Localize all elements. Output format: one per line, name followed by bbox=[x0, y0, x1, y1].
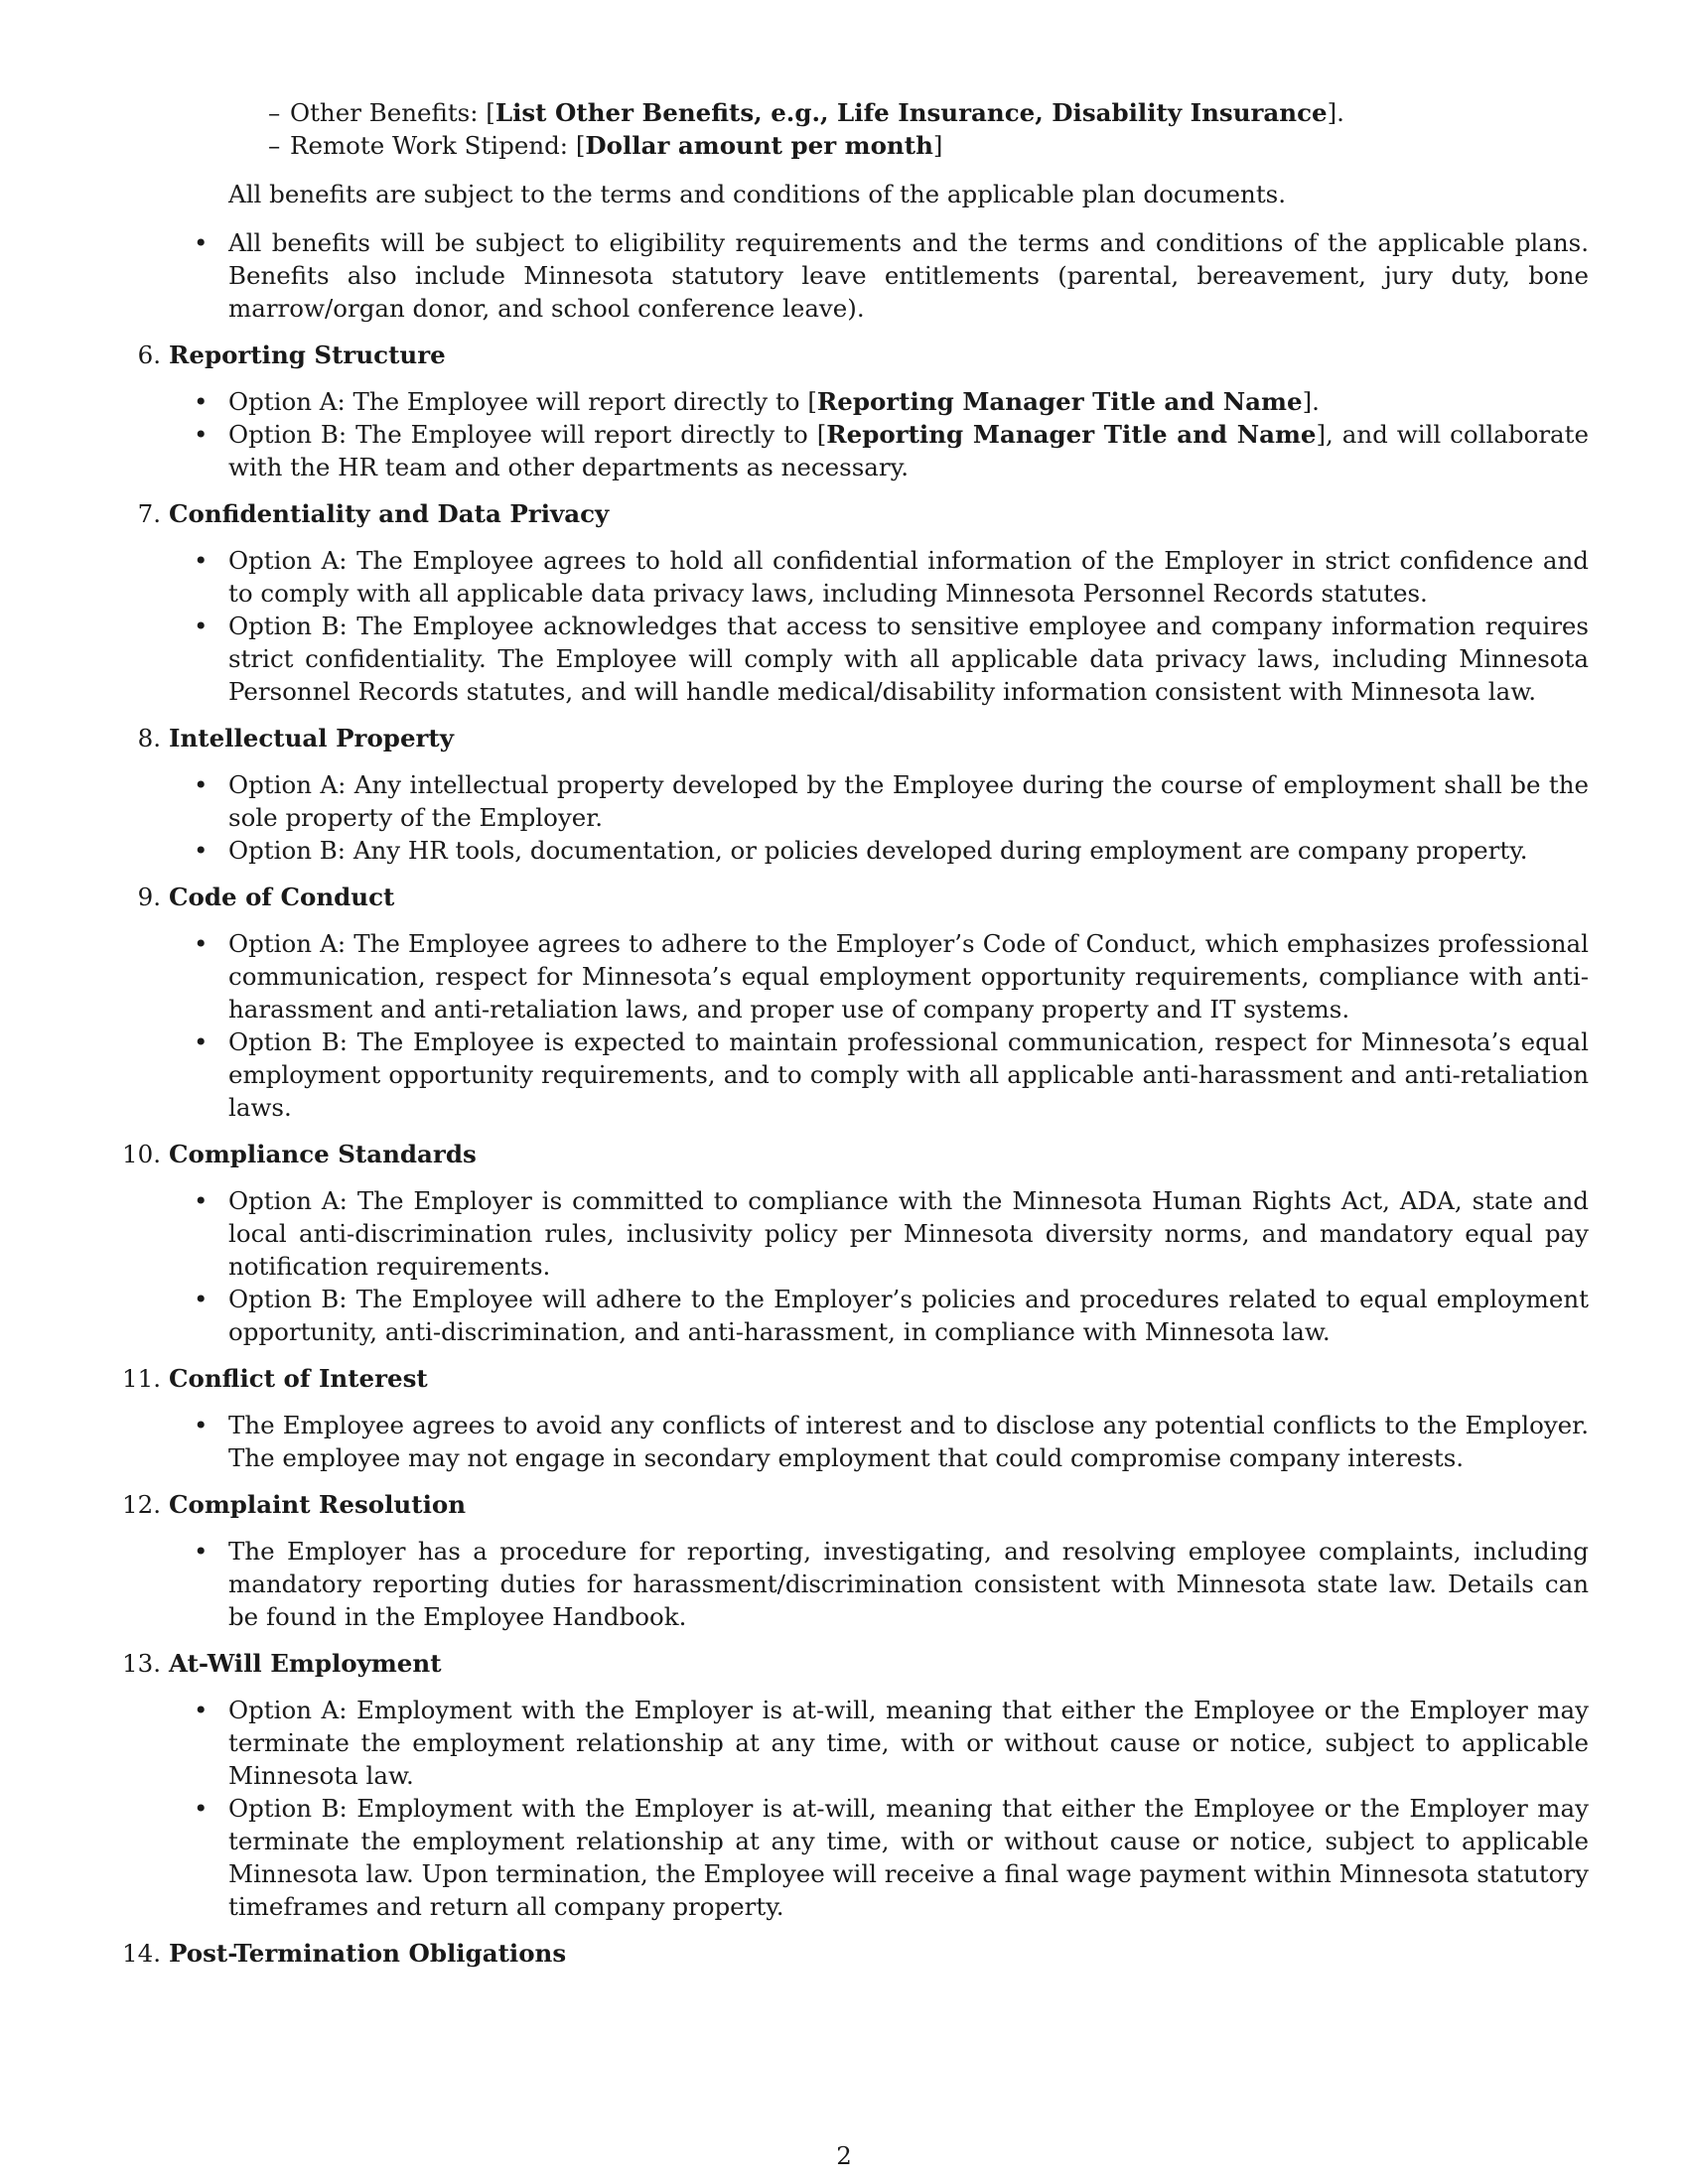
bullet-text: Option A: The Employee will report directly to [ bbox=[228, 387, 817, 416]
section-number: 11. bbox=[122, 1364, 161, 1393]
benefit-item-stipend: – Remote Work Stipend: [Dollar amount per month] bbox=[268, 129, 1589, 162]
section-title: Complaint Resolution bbox=[169, 1490, 467, 1519]
bullet-item bbox=[109, 927, 1589, 1025]
section-bullets bbox=[109, 768, 1589, 867]
placeholder-field: Reporting Manager Title and Name bbox=[826, 420, 1317, 449]
placeholder-field: Reporting Manager Title and Name bbox=[816, 387, 1303, 416]
section-title: Confidentiality and Data Privacy bbox=[169, 499, 610, 528]
bullet-item bbox=[109, 1694, 1589, 1792]
bullet-item bbox=[109, 418, 1589, 483]
benefit-item-other: – Other Benefits: [List Other Benefits, e.g., Life Insurance, Disability Insurance]. bbox=[268, 96, 1589, 129]
bullet-text: Option A: Employment with the Employer is at-will, meaning that either the Employee or the Employer may terminate the employment relationship at any time, with or without cause or notice, subject to applicable Minnesota law. bbox=[228, 1696, 1589, 1790]
section-heading bbox=[109, 1362, 1589, 1395]
bullet-text-cont: ], and will collaborate with the HR team and other departments as necessary. bbox=[228, 420, 1589, 481]
bullet-text: Option B: The Employee will adhere to the Employer’s policies and procedures related to equal employment opportunity, anti-discrimination, and anti-harassment, in compliance with Minnesota law. bbox=[228, 1285, 1589, 1346]
benefits-bullets bbox=[109, 226, 1589, 325]
section-bullets bbox=[109, 1694, 1589, 1923]
section-bullets bbox=[109, 1409, 1589, 1474]
benefits-note: All benefits are subject to the terms and conditions of the applicable plan documents. bbox=[228, 180, 1287, 208]
bullet-text: Option A: The Employee agrees to adhere to the Employer’s Code of Conduct, which emphasizes professional communication, respect for Minnesota’s equal employment opportunity requirements, compliance with anti-harassment and anti-retaliation laws, and proper use of company property and IT systems. bbox=[228, 929, 1589, 1024]
bullet-item bbox=[109, 1535, 1589, 1633]
bullet-text: The Employer has a procedure for reporting, investigating, and resolving employee complaints, including mandatory reporting duties for harassment/discrimination consistent with Minnesota state law. Details can be found in the Employee Handbook. bbox=[228, 1537, 1589, 1631]
bullet-text: Option B: Any HR tools, documentation, or policies developed during employment are company property. bbox=[228, 836, 1528, 865]
section-bullets bbox=[109, 385, 1589, 483]
section-heading bbox=[109, 1647, 1589, 1680]
section-bullets bbox=[109, 1184, 1589, 1348]
section-heading bbox=[109, 722, 1589, 754]
section-bullets bbox=[109, 544, 1589, 708]
section bbox=[109, 1138, 1589, 1348]
section bbox=[109, 1937, 1589, 1970]
bullet-item bbox=[109, 768, 1589, 834]
bullet-text: Option A: The Employee agrees to hold all confidential information of the Employer in strict confidence and to comply with all applicable data privacy laws, including Minnesota Personnel Records statutes. bbox=[228, 546, 1589, 608]
bullet-item bbox=[109, 834, 1589, 867]
section-heading bbox=[109, 1488, 1589, 1521]
section-title: Conflict of Interest bbox=[169, 1364, 428, 1393]
bullet-text: The Employee agrees to avoid any conflicts of interest and to disclose any potential conflicts to the Employer. The employee may not engage in secondary employment that could compromise company interests. bbox=[228, 1411, 1589, 1472]
bullet-item bbox=[109, 1283, 1589, 1348]
section-title: Post-Termination Obligations bbox=[169, 1939, 567, 1968]
bullet-text: Option B: The Employee is expected to maintain professional communication, respect for Minnesota’s equal employment opportunity requirements, and to comply with all applicable anti-harassment and anti-retaliation laws. bbox=[228, 1027, 1589, 1122]
section bbox=[109, 497, 1589, 708]
section-bullets bbox=[109, 1535, 1589, 1633]
section-heading bbox=[109, 1937, 1589, 1970]
bullet-item bbox=[109, 544, 1589, 610]
section-number: 6. bbox=[137, 341, 161, 369]
section-title: At-Will Employment bbox=[169, 1649, 442, 1678]
bullet-item bbox=[109, 1025, 1589, 1124]
bullet-text: Option A: Any intellectual property developed by the Employee during the course of employment shall be the sole property of the Employer. bbox=[228, 770, 1589, 832]
section-number: 10. bbox=[122, 1140, 161, 1168]
bullet-text: Option B: The Employee acknowledges that access to sensitive employee and company information requires strict confidentiality. The Employee will comply with all applicable data privacy laws, including Minnesota Personnel Records statutes, and will handle medical/disability information consistent with Minnesota law. bbox=[228, 612, 1589, 706]
section-heading bbox=[109, 1138, 1589, 1170]
page-number: 2 bbox=[836, 2141, 852, 2170]
bullet-item bbox=[109, 1184, 1589, 1283]
section-number: 13. bbox=[122, 1649, 161, 1678]
section-number: 8. bbox=[137, 724, 161, 752]
bullet-text: Option A: The Employer is committed to compliance with the Minnesota Human Rights Act, ADA, state and local anti-discrimination rules, inclusivity policy per Minnesota diversity norms, and mandatory equal pay notification requirements. bbox=[228, 1186, 1589, 1281]
section-heading bbox=[109, 497, 1589, 530]
section bbox=[109, 339, 1589, 483]
benefits-sublist bbox=[268, 96, 1589, 162]
section-number: 9. bbox=[137, 883, 161, 911]
page-content bbox=[109, 96, 1589, 1983]
section-title: Compliance Standards bbox=[169, 1140, 477, 1168]
section-bullets bbox=[109, 927, 1589, 1124]
benefits-bullet: • All benefits will be subject to eligibility requirements and the terms and conditions of the applicable plans. Benefits also include Minnesota statutory leave entitlements (parental, bereavement, jury duty, bone marrow/organ donor, and school conference leave). bbox=[109, 226, 1589, 325]
section-heading bbox=[109, 881, 1589, 913]
bullet-item bbox=[109, 610, 1589, 708]
section bbox=[109, 1488, 1589, 1633]
section-title: Reporting Structure bbox=[169, 341, 446, 369]
section-title: Intellectual Property bbox=[169, 724, 454, 752]
sections-container bbox=[109, 339, 1589, 1970]
bullet-item bbox=[109, 1409, 1589, 1474]
section-number: 12. bbox=[122, 1490, 161, 1519]
bullet-text-cont: ]. bbox=[1302, 387, 1320, 416]
bullet-item bbox=[109, 385, 1589, 418]
section bbox=[109, 881, 1589, 1124]
bullet-text: Option B: Employment with the Employer is at-will, meaning that either the Employee or the Employer may terminate the employment relationship at any time, with or without cause or notice, subject to applicable Minnesota law. Upon termination, the Employee will receive a final wage payment within Minnesota statutory timeframes and return all company property. bbox=[228, 1794, 1589, 1921]
section bbox=[109, 1647, 1589, 1923]
bullet-item bbox=[109, 1792, 1589, 1923]
section-number: 7. bbox=[137, 499, 161, 528]
section-number: 14. bbox=[122, 1939, 161, 1968]
section bbox=[109, 1362, 1589, 1474]
section-title: Code of Conduct bbox=[169, 883, 395, 911]
bullet-text: Option B: The Employee will report directly to [ bbox=[228, 420, 827, 449]
section bbox=[109, 722, 1589, 867]
section-heading bbox=[109, 339, 1589, 371]
